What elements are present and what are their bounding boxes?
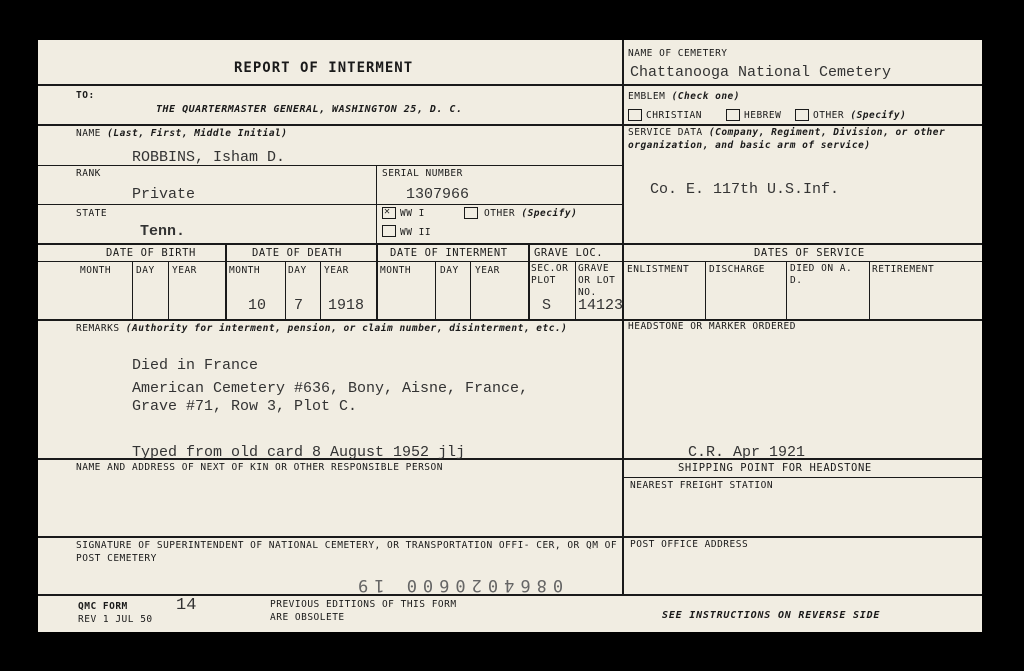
instructions-note: SEE INSTRUCTIONS ON REVERSE SIDE xyxy=(662,610,881,621)
headstone-label: HEADSTONE OR MARKER ORDERED xyxy=(628,321,796,332)
emblem-label: EMBLEM (Check one) xyxy=(628,91,740,102)
freight-station-label: NEAREST FREIGHT STATION xyxy=(630,480,774,491)
state-label: STATE xyxy=(76,208,108,219)
cemetery-label: NAME OF CEMETERY xyxy=(628,48,728,59)
grave-location-label: GRAVE LOC. xyxy=(534,247,604,259)
divider xyxy=(528,243,530,319)
headstone-value: C.R. Apr 1921 xyxy=(688,444,806,461)
grave-sec-value: S xyxy=(542,297,552,314)
death-month-col: MONTH xyxy=(229,265,261,276)
revision-date: REV 1 JUL 50 xyxy=(78,614,153,625)
divider xyxy=(869,261,870,319)
divider xyxy=(285,261,286,319)
date-of-interment-label: DATE OF INTERMENT xyxy=(390,247,508,259)
divider xyxy=(470,261,471,319)
retirement-col: RETIREMENT xyxy=(872,264,935,275)
emblem-hebrew-label: HEBREW xyxy=(744,110,782,121)
rank-label: RANK xyxy=(76,168,101,179)
died-on-ad-col: DIED ON A. D. xyxy=(790,263,853,286)
rule xyxy=(38,84,622,86)
divider xyxy=(320,261,321,319)
sec-or-plot-col: SEC.OR PLOT xyxy=(531,263,569,286)
stamped-number: 0864020600 19 xyxy=(352,575,564,595)
remarks-typed-note: Typed from old card 8 August 1952 jlj xyxy=(132,444,466,461)
form-number: 14 xyxy=(176,596,197,615)
emblem-christian-label: CHRISTIAN xyxy=(646,110,702,121)
interment-year-col: YEAR xyxy=(475,265,500,276)
grave-or-lot-col: GRAVE OR LOT NO. xyxy=(578,263,616,298)
grave-number-value: 14123 xyxy=(578,297,624,314)
ww1-label: WW I xyxy=(400,208,425,219)
death-day-col: DAY xyxy=(288,265,307,276)
divider xyxy=(622,40,624,594)
service-data-label: SERVICE DATA (Company, Regiment, Division, or other organization, and basic arm of service) xyxy=(628,127,946,151)
remarks-line-2: American Cemetery #636, Bony, Aisne, France, xyxy=(132,380,529,397)
interment-month-col: MONTH xyxy=(380,265,412,276)
divider xyxy=(168,261,169,319)
date-of-birth-label: DATE OF BIRTH xyxy=(106,247,196,259)
divider xyxy=(132,261,133,319)
divider xyxy=(376,165,377,243)
rule xyxy=(38,204,622,205)
birth-year-col: YEAR xyxy=(172,265,197,276)
rule xyxy=(38,536,982,538)
ww2-checkbox[interactable] xyxy=(382,225,396,237)
divider xyxy=(225,243,227,319)
remarks-line-3: Grave #71, Row 3, Plot C. xyxy=(132,398,358,415)
birth-day-col: DAY xyxy=(136,265,155,276)
serial-number-value: 1307966 xyxy=(406,186,470,203)
signature-label: SIGNATURE OF SUPERINTENDENT OF NATIONAL CEMETERY, OR TRANSPORTATION OFFI- CER, OR QM OF POST CEMETERY xyxy=(76,540,618,564)
discharge-col: DISCHARGE xyxy=(709,264,765,275)
divider xyxy=(786,261,787,319)
next-of-kin-label: NAME AND ADDRESS OF NEXT OF KIN OR OTHER RESPONSIBLE PERSON xyxy=(76,462,443,473)
rule xyxy=(38,124,622,126)
date-of-death-label: DATE OF DEATH xyxy=(252,247,342,259)
death-month-value: 10 xyxy=(248,297,267,314)
interment-day-col: DAY xyxy=(440,265,459,276)
post-office-label: POST OFFICE ADDRESS xyxy=(630,539,749,550)
other-war-checkbox[interactable] xyxy=(464,207,478,219)
rule xyxy=(38,165,622,166)
state-value: Tenn. xyxy=(140,223,186,240)
death-year-col: YEAR xyxy=(324,265,349,276)
divider xyxy=(705,261,706,319)
rule xyxy=(38,243,982,245)
qmc-form-label: QMC FORM xyxy=(78,601,128,612)
divider xyxy=(376,243,378,319)
service-data-value: Co. E. 117th U.S.Inf. xyxy=(650,181,840,198)
dates-of-service-label: DATES OF SERVICE xyxy=(754,247,865,259)
name-label: NAME (Last, First, Middle Initial) xyxy=(76,128,288,139)
serial-number-label: SERIAL NUMBER xyxy=(382,168,463,179)
death-day-value: 7 xyxy=(294,297,304,314)
death-year-value: 1918 xyxy=(328,297,365,314)
emblem-hebrew-checkbox[interactable] xyxy=(726,109,740,121)
other-war-label: OTHER (Specify) xyxy=(484,208,578,219)
rule xyxy=(38,261,982,262)
remarks-line-1: Died in France xyxy=(132,357,259,374)
previous-editions-note: PREVIOUS EDITIONS OF THIS FORM ARE OBSOLETE xyxy=(270,599,457,623)
cemetery-value: Chattanooga National Cemetery xyxy=(630,64,892,81)
ww2-label: WW II xyxy=(400,227,432,238)
divider xyxy=(575,261,576,319)
emblem-other-checkbox[interactable] xyxy=(795,109,809,121)
form-title: REPORT OF INTERMENT xyxy=(234,60,414,76)
ww1-checkbox[interactable] xyxy=(382,207,396,219)
divider xyxy=(435,261,436,319)
to-label: TO: xyxy=(76,90,95,101)
name-value: ROBBINS, Isham D. xyxy=(132,149,286,166)
emblem-other-label: OTHER (Specify) xyxy=(813,110,907,121)
rule xyxy=(622,84,982,86)
remarks-label: REMARKS (Authority for interment, pension, or claim number, disinterment, etc.) xyxy=(76,323,568,334)
birth-month-col: MONTH xyxy=(80,265,112,276)
shipping-point-label: SHIPPING POINT FOR HEADSTONE xyxy=(678,462,872,474)
interment-card xyxy=(38,40,982,632)
rank-value: Private xyxy=(132,186,196,203)
rule xyxy=(622,477,982,478)
to-value: THE QUARTERMASTER GENERAL, WASHINGTON 25, D. C. xyxy=(156,104,463,115)
emblem-christian-checkbox[interactable] xyxy=(628,109,642,121)
rule xyxy=(38,319,982,321)
enlistment-col: ENLISTMENT xyxy=(627,264,690,275)
